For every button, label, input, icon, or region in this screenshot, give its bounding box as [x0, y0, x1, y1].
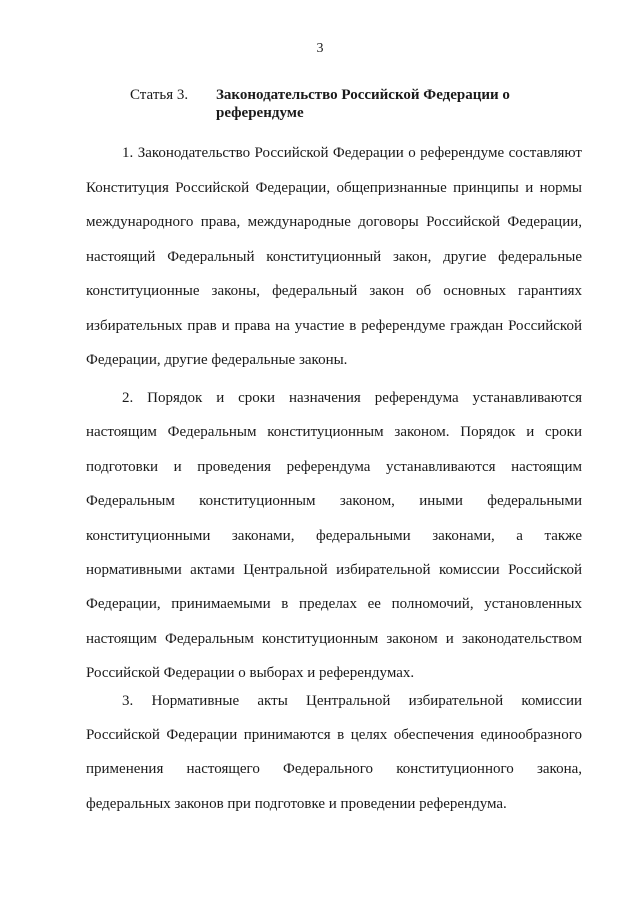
paragraph-3: 3. Нормативные акты Центральной избирательной комиссии Российской Федерации принимаются в целях обеспечения единообразного применения настоящего Федерального конституционного закона, федеральных законов при подготовке и проведении референдума. [86, 693, 582, 812]
paragraph-1: 1. Законодательство Российской Федерации о референдуме составляют Конституция Российской Федерации, общепризнанные принципы и нормы международного права, международные договоры Российской Федерации, настоящий Федеральный конституционный закон, другие федеральные конституционные законы, федеральный закон об основных гарантиях избирательных прав и права на участие в референдуме граждан Российской Федерации, другие федеральные законы. [86, 145, 582, 368]
paragraph-2: 2. Порядок и сроки назначения референдума устанавливаются настоящим Федеральным конституционным законом. Порядок и сроки подготовки и проведения референдума устанавливаются настоящим Федеральным конституционным законом, иными федеральными конституционными законами, федеральными законами, а также нормативными актами Центральной избирательной комиссии Российской Федерации, принимаемыми в пределах ее полномочий, установленных настоящим Федеральным конституционным законом и законодательством Российской Федерации о выборах и референдумах. [86, 390, 582, 682]
page-number: 3 [316, 41, 324, 56]
article-title: Законодательство Российской Федерации о референдуме [216, 87, 510, 121]
article-label: Статья 3. [130, 87, 189, 103]
